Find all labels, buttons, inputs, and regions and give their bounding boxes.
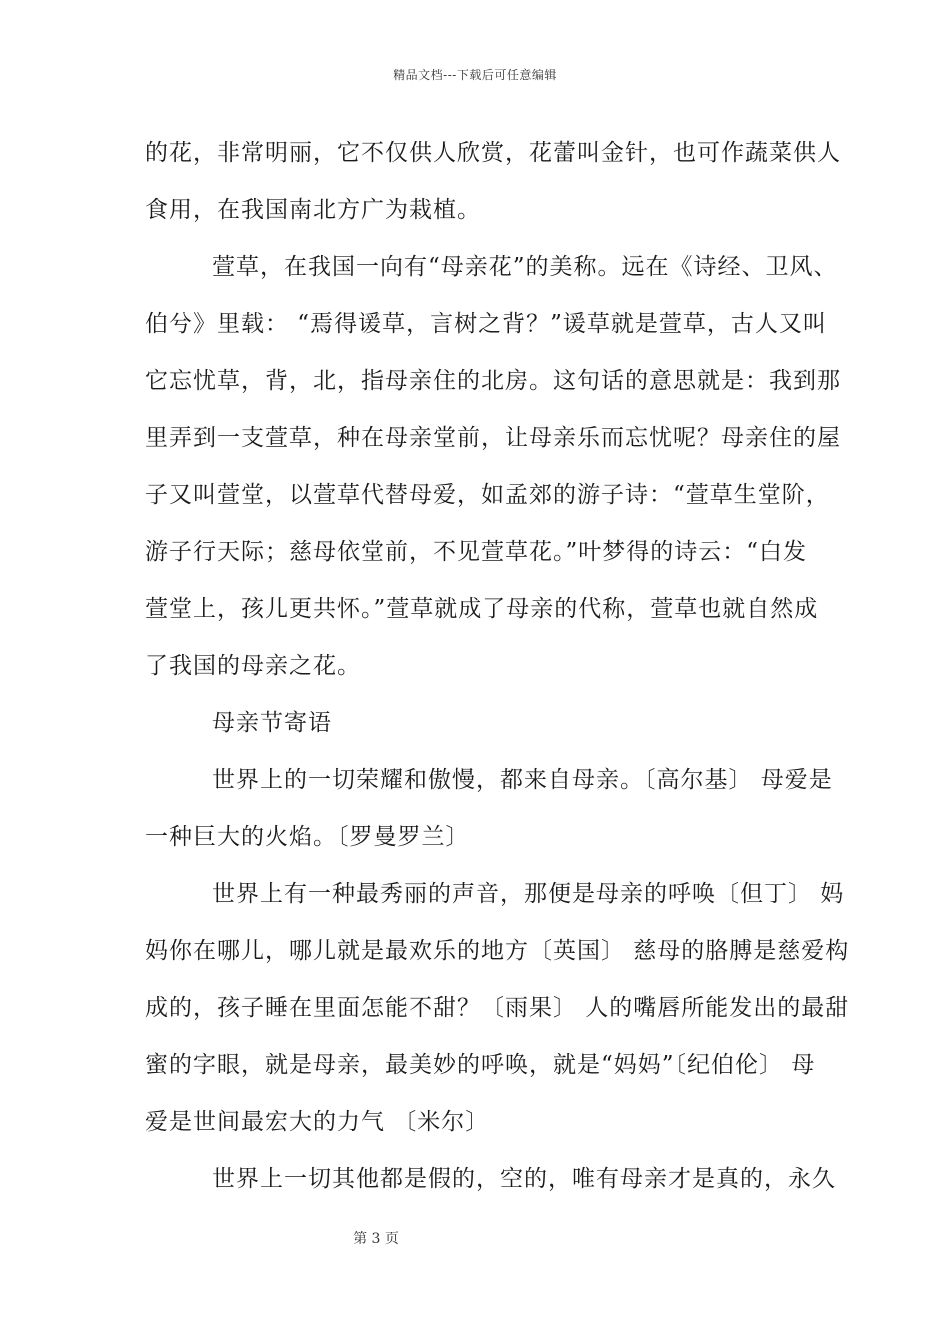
- body-line: 里弄到一支萱草，种在母亲堂前，让母亲乐而忘忧呢？母亲住的屋: [145, 425, 841, 451]
- section-heading: 母亲节寄语: [212, 710, 332, 736]
- body-line: 爱是世间最宏大的力气 〔米尔〕: [145, 1109, 490, 1135]
- body-line: 的花，非常明丽，它不仅供人欣赏，花蕾叫金针，也可作蔬菜供人: [145, 140, 841, 166]
- page-number: 第 3 页: [353, 1231, 399, 1247]
- body-line: 食用，在我国南北方广为栽植。: [145, 197, 481, 223]
- body-line: 它忘忧草，背，北，指母亲住的北房。这句话的意思就是：我到那: [145, 368, 841, 394]
- body-line: 世界上的一切荣耀和傲慢，都来自母亲。〔高尔基〕 母爱是: [212, 767, 833, 793]
- body-line: 萱草，在我国一向有“母亲花”的美称。远在《诗经、卫风、: [212, 254, 838, 280]
- body-line: 一种巨大的火焰。〔罗曼罗兰〕: [145, 824, 470, 850]
- body-line: 蜜的字眼，就是母亲，最美妙的呼唤，就是“妈妈”〔纪伯伦〕 母: [145, 1052, 816, 1078]
- body-line: 成的，孩子睡在里面怎能不甜？〔雨果〕 人的嘴唇所能发出的最甜: [145, 995, 850, 1021]
- body-line: 了我国的母亲之花。: [145, 653, 361, 679]
- body-line: 世界上有一种最秀丽的声音，那便是母亲的呼唤〔但丁〕 妈: [212, 881, 845, 907]
- page-header: 精品文档---下载后可任意编辑: [393, 68, 557, 82]
- body-line: 萱堂上，孩儿更共怀。”萱草就成了母亲的代称，萱草也就自然成: [145, 596, 819, 622]
- body-line: 妈你在哪儿，哪儿就是最欢乐的地方〔英国〕 慈母的胳膊是慈爱构: [145, 938, 850, 964]
- body-line: 伯兮》里载： “焉得谖草，言树之背？”谖草就是萱草，古人又叫: [145, 311, 827, 337]
- body-line: 子又叫萱堂，以萱草代替母爱，如孟郊的游子诗：“萱草生堂阶，: [145, 482, 830, 508]
- body-line: 世界上一切其他都是假的，空的，唯有母亲才是真的，永久: [212, 1166, 836, 1192]
- body-line: 游子行天际；慈母依堂前，不见萱草花。”叶梦得的诗云：“白发: [145, 539, 808, 565]
